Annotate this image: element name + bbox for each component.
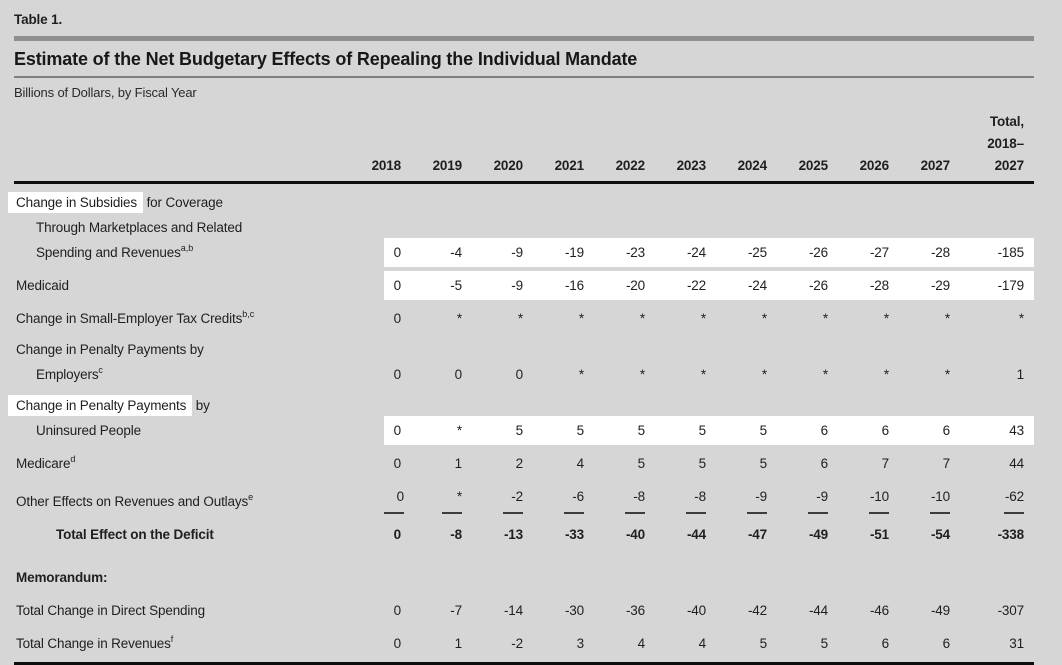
value-cell: -10 xyxy=(828,484,889,514)
year-column-header: 2026 xyxy=(859,158,889,173)
value-cell: -42 xyxy=(747,603,767,618)
value-cell: -338 xyxy=(997,527,1024,542)
value-cell: -49 xyxy=(808,527,828,542)
value-cell: -23 xyxy=(625,245,645,260)
value-cell: -22 xyxy=(686,278,706,293)
value-cell: * xyxy=(517,311,523,326)
row-label-line: Employers$^c$ xyxy=(36,365,103,382)
row-label-line: Change in Penalty Payments by xyxy=(16,342,204,357)
footnote-marker: c xyxy=(98,365,103,375)
value-cell: -25 xyxy=(747,245,767,260)
table-row xyxy=(14,190,1034,265)
value-row xyxy=(384,520,1034,549)
value-cell: 0 xyxy=(393,527,401,542)
value-cell: 0 xyxy=(393,367,401,382)
footnote-marker: a,b xyxy=(180,243,194,253)
value-cell: -14 xyxy=(503,603,523,618)
value-row xyxy=(384,629,1034,658)
value-cell: * xyxy=(822,367,828,382)
highlighted-text: Change in Penalty Payments xyxy=(8,395,192,416)
row-label xyxy=(14,522,384,547)
value-row xyxy=(384,271,1034,300)
value-cell: 6 xyxy=(820,456,828,471)
title-bottom-rule xyxy=(14,76,1034,78)
value-cell: 4 xyxy=(698,636,706,651)
row-label xyxy=(14,489,384,514)
value-cell: 5 xyxy=(820,636,828,651)
table-row xyxy=(14,337,1034,387)
value-cell: * xyxy=(944,367,950,382)
value-cell: 0 xyxy=(393,311,401,326)
value-cell: -9 xyxy=(767,484,828,514)
value-cell: -29 xyxy=(930,278,950,293)
row-label-line: Change in Subsidies for Coverage xyxy=(16,190,384,215)
value-cell: 5 xyxy=(637,456,645,471)
total-header-line: 2027 xyxy=(994,158,1024,173)
year-column-header: 2024 xyxy=(737,158,767,173)
value-cell: 1 xyxy=(454,636,462,651)
row-label xyxy=(14,451,384,476)
total-column-header xyxy=(950,111,1024,177)
row-label xyxy=(14,565,1034,590)
table-row xyxy=(14,304,1034,331)
value-cell: 0 xyxy=(393,423,401,438)
year-column-headers xyxy=(340,155,950,177)
footnote-marker: e xyxy=(248,492,254,502)
total-header-line: 2018– xyxy=(987,136,1024,151)
value-cell: -44 xyxy=(808,603,828,618)
value-cell: * xyxy=(944,311,950,326)
header-rule xyxy=(14,181,1034,184)
row-label-line: Total Effect on the Deficit xyxy=(56,527,214,542)
value-cell: -44 xyxy=(686,527,706,542)
row-label-line: Medicare$^d$ xyxy=(16,454,76,471)
row-label-line: Total Change in Revenues$^f$ xyxy=(16,634,174,651)
value-cell: * xyxy=(700,367,706,382)
value-cell: -36 xyxy=(625,603,645,618)
value-cell: 6 xyxy=(942,636,950,651)
value-cell: 6 xyxy=(881,636,889,651)
table-subtitle: Billions of Dollars, by Fiscal Year xyxy=(14,85,197,100)
value-cell: * xyxy=(639,367,645,382)
year-column-header: 2023 xyxy=(676,158,706,173)
value-cell: 6 xyxy=(820,423,828,438)
value-cell: 5 xyxy=(698,423,706,438)
column-header-row xyxy=(14,111,1034,177)
footnote-marker: f xyxy=(170,634,174,644)
value-cell: -51 xyxy=(869,527,889,542)
row-label xyxy=(14,393,384,443)
value-cell: 5 xyxy=(576,423,584,438)
value-cell: 0 xyxy=(393,278,401,293)
value-cell: 5 xyxy=(515,423,523,438)
year-column-header: 2027 xyxy=(920,158,950,173)
value-row xyxy=(384,596,1034,625)
value-cell: 0 xyxy=(393,456,401,471)
year-column-header: 2020 xyxy=(493,158,523,173)
value-cell: -4 xyxy=(450,245,462,260)
value-cell: 31 xyxy=(1009,636,1024,651)
value-cell: 44 xyxy=(1009,456,1024,471)
value-cell: 0 xyxy=(393,245,401,260)
value-cell: -5 xyxy=(450,278,462,293)
value-cell: -62 xyxy=(950,484,1024,514)
row-label xyxy=(14,337,384,387)
value-cell: 5 xyxy=(759,456,767,471)
value-cell: -2 xyxy=(511,636,523,651)
table-row xyxy=(14,482,1034,514)
value-cell: 2 xyxy=(515,456,523,471)
value-cell: -8 xyxy=(645,484,706,514)
year-column-header: 2022 xyxy=(615,158,645,173)
value-cell: * xyxy=(761,367,767,382)
value-cell: * xyxy=(456,311,462,326)
value-row xyxy=(384,238,1034,267)
value-cell: 0 xyxy=(393,636,401,651)
year-column-header: 2021 xyxy=(554,158,584,173)
table-row xyxy=(14,271,1034,298)
value-cell: 7 xyxy=(881,456,889,471)
value-cell: 4 xyxy=(637,636,645,651)
value-cell: * xyxy=(401,484,462,514)
value-cell: -46 xyxy=(869,603,889,618)
value-cell: * xyxy=(822,311,828,326)
value-cell: 5 xyxy=(698,456,706,471)
value-row xyxy=(384,449,1034,478)
value-cell: -26 xyxy=(808,245,828,260)
value-cell: 5 xyxy=(637,423,645,438)
title-top-rule xyxy=(14,36,1034,41)
value-cell: -16 xyxy=(564,278,584,293)
total-header-line: Total, xyxy=(989,114,1024,129)
value-cell: -2 xyxy=(462,484,523,514)
row-label-line: Change in Penalty Payments by xyxy=(16,393,384,418)
row-label-line: Medicaid xyxy=(16,278,69,293)
row-label xyxy=(14,631,384,656)
value-cell: -9 xyxy=(511,278,523,293)
value-cell: -13 xyxy=(503,527,523,542)
value-cell: -27 xyxy=(869,245,889,260)
value-cell: -19 xyxy=(564,245,584,260)
value-cell: -40 xyxy=(686,603,706,618)
value-cell: 6 xyxy=(881,423,889,438)
value-cell: 0 xyxy=(393,603,401,618)
value-cell: 3 xyxy=(576,636,584,651)
value-cell: -24 xyxy=(686,245,706,260)
row-label xyxy=(14,598,384,623)
value-cell: -26 xyxy=(808,278,828,293)
highlighted-text: Change in Subsidies xyxy=(8,192,143,213)
value-row xyxy=(384,304,1034,333)
row-label-line: Memorandum: xyxy=(16,570,108,585)
table-row xyxy=(14,565,1034,590)
value-cell: -8 xyxy=(450,527,462,542)
value-cell: 7 xyxy=(942,456,950,471)
value-cell: 0 xyxy=(454,367,462,382)
value-cell: * xyxy=(578,311,584,326)
value-cell: * xyxy=(700,311,706,326)
value-cell: -185 xyxy=(997,245,1024,260)
row-label xyxy=(14,190,384,265)
value-row xyxy=(384,416,1034,445)
table-body xyxy=(14,190,1034,656)
value-cell: -28 xyxy=(930,245,950,260)
row-label-line: Total Change in Direct Spending xyxy=(16,603,205,618)
value-cell: -10 xyxy=(889,484,950,514)
table-row xyxy=(14,393,1034,443)
value-row xyxy=(384,482,1034,516)
value-cell: 6 xyxy=(942,423,950,438)
row-label-line: Through Marketplaces and Related xyxy=(36,220,243,235)
value-cell: 5 xyxy=(759,423,767,438)
row-label xyxy=(14,306,384,331)
value-cell: -33 xyxy=(564,527,584,542)
value-cell: -40 xyxy=(625,527,645,542)
value-cell: -20 xyxy=(625,278,645,293)
value-cell: 43 xyxy=(1009,423,1024,438)
value-cell: * xyxy=(883,311,889,326)
value-cell: * xyxy=(639,311,645,326)
value-row xyxy=(384,360,1034,389)
value-cell: -6 xyxy=(523,484,584,514)
year-column-header: 2018 xyxy=(371,158,401,173)
value-cell: 1 xyxy=(454,456,462,471)
table-row xyxy=(14,520,1034,547)
value-cell: -7 xyxy=(450,603,462,618)
value-cell: -28 xyxy=(869,278,889,293)
year-column-header: 2025 xyxy=(798,158,828,173)
value-cell: 0 xyxy=(515,367,523,382)
value-cell: 0 xyxy=(384,484,401,514)
value-cell: -54 xyxy=(930,527,950,542)
value-cell: * xyxy=(883,367,889,382)
value-cell: -24 xyxy=(747,278,767,293)
row-label xyxy=(14,273,384,298)
row-label-line: Uninsured People xyxy=(36,423,141,438)
footnote-marker: b,c xyxy=(242,309,255,319)
value-cell: -49 xyxy=(930,603,950,618)
row-label-line: Change in Small-Employer Tax Credits$^{b,c}$ xyxy=(16,309,255,326)
value-cell: * xyxy=(578,367,584,382)
value-cell: * xyxy=(761,311,767,326)
row-label-line: Other Effects on Revenues and Outlays$^e$ xyxy=(16,492,254,509)
value-cell: 5 xyxy=(759,636,767,651)
year-column-header: 2019 xyxy=(432,158,462,173)
value-cell: -9 xyxy=(511,245,523,260)
table-number-label: Table 1. xyxy=(14,12,63,27)
value-cell: -8 xyxy=(584,484,645,514)
table-row xyxy=(14,449,1034,476)
value-cell: 1 xyxy=(1016,367,1024,382)
value-cell: -9 xyxy=(706,484,767,514)
table-row xyxy=(14,596,1034,623)
row-label-line: Spending and Revenues$^{a,b}$ xyxy=(36,243,194,260)
value-cell: -179 xyxy=(997,278,1024,293)
value-cell: -307 xyxy=(997,603,1024,618)
value-cell: -47 xyxy=(747,527,767,542)
value-cell: * xyxy=(456,423,462,438)
value-cell: -30 xyxy=(564,603,584,618)
footnote-marker: d xyxy=(70,454,76,464)
table-title: Estimate of the Net Budgetary Effects of Repealing the Individual Mandate xyxy=(14,49,638,69)
value-cell: * xyxy=(1018,311,1024,326)
value-cell: 4 xyxy=(576,456,584,471)
